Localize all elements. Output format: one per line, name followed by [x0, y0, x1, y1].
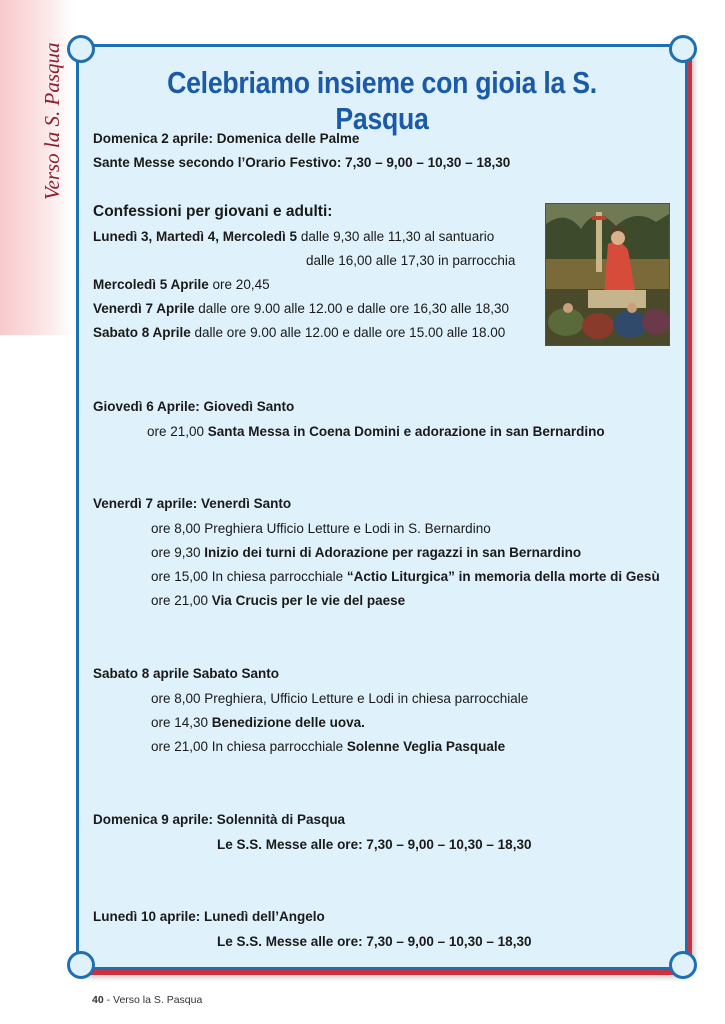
- side-title: Verso la S. Pasqua: [40, 42, 64, 200]
- frame-corner: [67, 951, 95, 979]
- pasqua-masses: Le S.S. Messe alle ore: 7,30 – 9,00 – 10,30 – 18,30: [217, 837, 532, 852]
- confessioni-hour: dalle ore 9.00 alle 12.00 e dalle ore 16,30 alle 18,30: [194, 301, 510, 316]
- sabato-line-1: ore 8,00 Preghiera, Ufficio Letture e Lodi in chiesa parrocchiale: [151, 691, 529, 706]
- confessioni-days: Lunedì 3, Martedì 4, Mercoledì 5: [93, 229, 298, 244]
- giovedi-time: ore 21,00: [147, 424, 208, 439]
- sabato-time: ore 21,00 In chiesa parrocchiale: [151, 739, 347, 754]
- sabato-event: Benedizione delle uova.: [211, 715, 365, 730]
- confessioni-heading: Confessioni per giovani e adulti:: [93, 203, 333, 220]
- confessioni-day: Mercoledì 5 Aprile: [93, 277, 209, 292]
- confessioni-line-1: [93, 229, 494, 244]
- confessioni-day: Venerdì 7 Aprile: [93, 301, 195, 316]
- sabato-time: ore 14,30: [151, 715, 212, 730]
- confessioni-line-5: [93, 325, 505, 340]
- confessioni-hour: ore 20,45: [208, 277, 270, 292]
- frame-corner: [67, 35, 95, 63]
- giovedi-heading: Giovedì 6 Aprile: Giovedì Santo: [93, 399, 295, 414]
- palme-masses: Sante Messe secondo l’Orario Festivo: 7,30 – 9,00 – 10,30 – 18,30: [93, 155, 511, 170]
- venerdi-time: ore 15,00 In chiesa parrocchiale: [151, 569, 347, 584]
- venerdi-time: ore 21,00: [151, 593, 212, 608]
- sabato-line-2: [151, 715, 365, 730]
- sabato-heading: Sabato 8 aprile Sabato Santo: [93, 666, 280, 681]
- content-frame: [76, 44, 688, 970]
- page-footer: [92, 994, 202, 1006]
- angelo-heading: Lunedì 10 aprile: Lunedì dell’Angelo: [93, 909, 325, 924]
- venerdi-line-2: [151, 545, 581, 560]
- sabato-event: Solenne Veglia Pasquale: [346, 739, 506, 754]
- pasqua-heading: Domenica 9 aprile: Solennità di Pasqua: [93, 812, 346, 827]
- venerdi-heading: Venerdì 7 aprile: Venerdì Santo: [93, 496, 292, 511]
- frame-corner: [669, 35, 697, 63]
- venerdi-line-1: ore 8,00 Preghiera Ufficio Letture e Lodi in S. Bernardino: [151, 521, 491, 536]
- frame-corner: [669, 951, 697, 979]
- venerdi-event: “Actio Liturgica” in memoria della morte di Gesù: [346, 569, 660, 584]
- venerdi-time: ore 9,30: [151, 545, 205, 560]
- confessioni-line-4: [93, 301, 509, 316]
- angelo-masses: Le S.S. Messe alle ore: 7,30 – 9,00 – 10,30 – 18,30: [217, 934, 532, 949]
- page-number: 40: [92, 994, 104, 1006]
- resurrection-painting: [545, 203, 670, 346]
- venerdi-line-3: [151, 569, 660, 584]
- confessioni-hour: dalle ore 9.00 alle 12.00 e dalle ore 15.00 alle 18.00: [190, 325, 506, 340]
- venerdi-event: Inizio dei turni di Adorazione per ragazzi in san Bernardino: [204, 545, 582, 560]
- page-title: Celebriamo insieme con gioia la S. Pasqua: [167, 65, 597, 136]
- palme-heading: Domenica 2 aprile: Domenica delle Palme: [93, 131, 360, 146]
- venerdi-line-4: [151, 593, 405, 608]
- confessioni-hours-2: dalle 16,00 alle 17,30 in parrocchia: [306, 253, 516, 268]
- sabato-line-3: [151, 739, 505, 754]
- giovedi-event: Santa Messa in Coena Domini e adorazione in san Bernardino: [207, 424, 605, 439]
- venerdi-event: Via Crucis per le vie del paese: [211, 593, 406, 608]
- footer-label: - Verso la S. Pasqua: [103, 994, 203, 1006]
- giovedi-line-1: [147, 424, 605, 439]
- confessioni-day: Sabato 8 Aprile: [93, 325, 191, 340]
- confessioni-line-3: [93, 277, 270, 292]
- confessioni-hours-1: dalle 9,30 alle 11,30 al santuario: [297, 229, 495, 244]
